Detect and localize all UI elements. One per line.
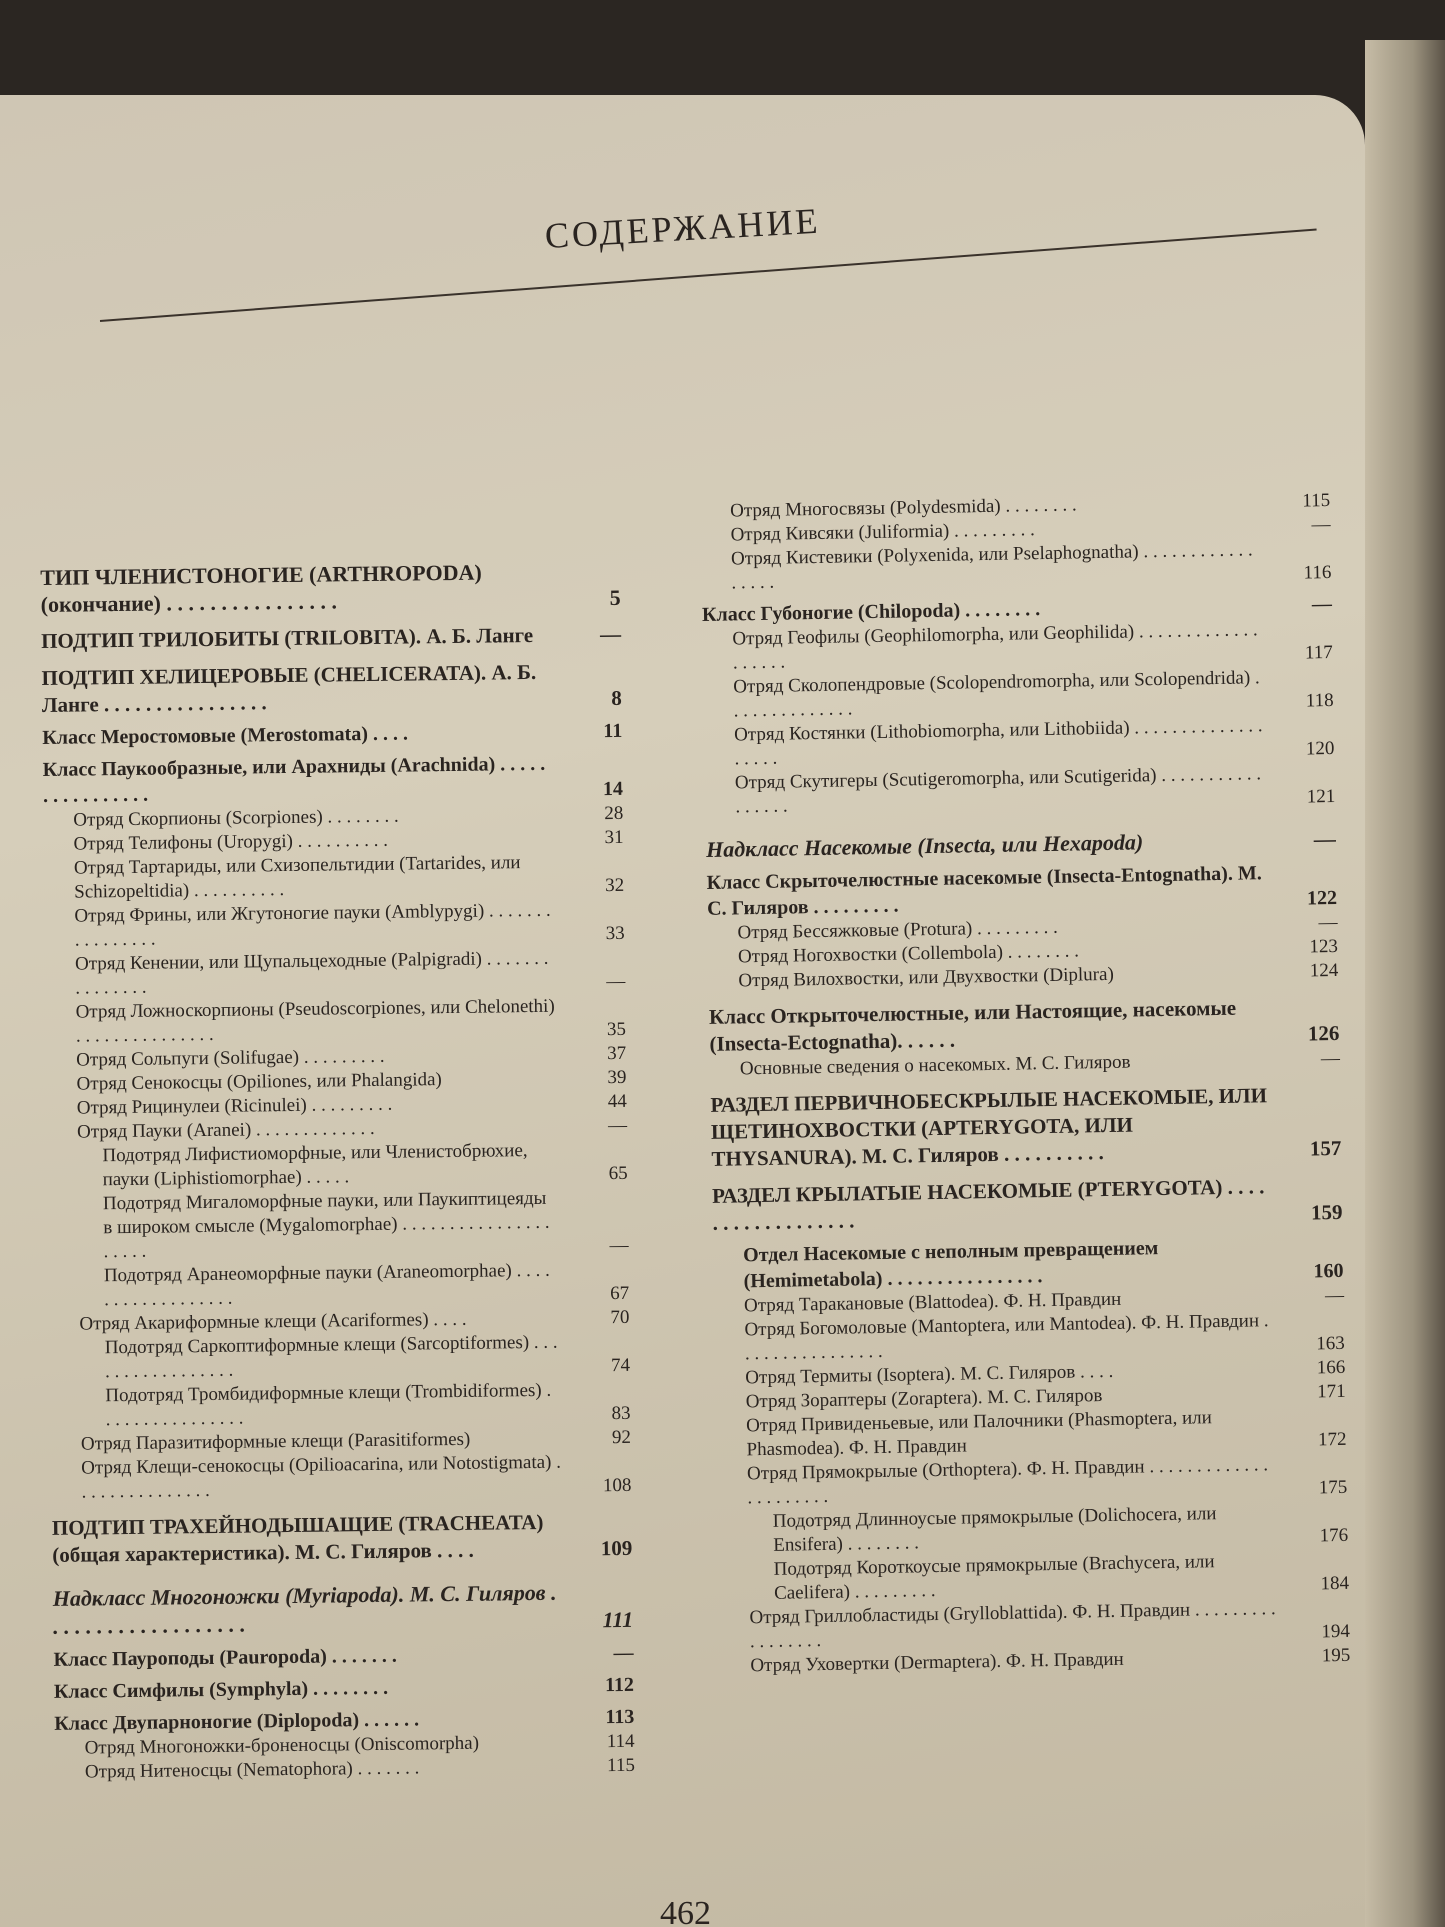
toc-entry-page: — <box>1324 1284 1345 1307</box>
toc-entry-title: ПОДТИП ХЕЛИЦЕРОВЫЕ (CHELICERATA). А. Б. Ланге . . . . . . . . . . . . . . . . <box>41 659 537 717</box>
toc-entry-title: Отряд Прямокрылые (Orthoptera). Ф. Н. Правдин . . . . . . . . . . . . . . . . . . . . . . <box>746 1454 1269 1509</box>
toc-entry-title: РАЗДЕЛ ПЕРВИЧНОБЕСКРЫЛЫЕ НАСЕКОМЫЕ, ИЛИ ЩЕТИНОХВОСТКИ (APTERYGOTA, ИЛИ THYSANURA). М. С. Гиляров . . . . . . . . . . <box>710 1083 1268 1171</box>
toc-entry-title: Класс Открыточелюстные, или Настоящие, насекомые (Insecta-Ectognatha). . . . . . <box>708 995 1237 1056</box>
toc-entry-title: Подотряд Лифистиоморфные, или Членистобрюхие, пауки (Liphistiomorphae) . . . . . <box>102 1140 528 1191</box>
toc-entry-page: — <box>606 970 626 993</box>
toc-entry-title: Отряд Богомоловые (Mantoptera, или Mantodea). Ф. Н. Правдин . . . . . . . . . . . . . . . . <box>744 1310 1269 1365</box>
toc-entry-title: Класс Двупарноногие (Diplopoda) . . . . . . <box>54 1708 420 1735</box>
toc-entry-title: Отряд Кистевики (Polyxenida, или Pselaphognatha) . . . . . . . . . . . . . . . . . <box>730 539 1253 594</box>
toc-entry-page: 157 <box>1309 1135 1342 1161</box>
toc-entry <box>42 718 622 751</box>
toc-entry-page: — <box>607 1114 628 1137</box>
toc-entry-page: 175 <box>1318 1476 1348 1499</box>
toc-entry-page: 118 <box>1305 689 1334 712</box>
toc-entry-title: Подотряд Саркоптиформные клещи (Sarcoptiformes) . . . . . . . . . . . . . . . . . <box>104 1331 558 1383</box>
toc-entry-title: РАЗДЕЛ КРЫЛАТЫЕ НАСЕКОМЫЕ (PTERYGOTA) . . . . . . . . . . . . . . . . . . <box>711 1174 1265 1235</box>
toc-entry-title: Отряд Клещи-сенокосцы (Opilioacarina, или Notostigmata) . . . . . . . . . . . . . . . <box>81 1451 562 1503</box>
page-edge <box>1365 40 1445 1927</box>
toc-entry <box>46 994 627 1049</box>
toc-left-column <box>40 543 635 1785</box>
toc-entry-title: Отряд Ложноскорпионы (Pseudoscorpiones, или Chelonethi) . . . . . . . . . . . . . . . <box>75 995 555 1047</box>
toc-entry-title: ТИП ЧЛЕНИСТОНОГИЕ (ARTHROPODA) (окончание) . . . . . . . . . . . . . . . . <box>40 559 482 617</box>
toc-entry-title: Отряд Вилохвостки, или Двухвостки (Diplura) <box>738 963 1114 992</box>
toc-entry-title: Отряд Многосвязы (Polydesmida) . . . . . . . . <box>730 494 1077 522</box>
toc-entry <box>712 1172 1343 1237</box>
toc-entry <box>53 1578 634 1641</box>
toc-entry-page: 116 <box>1303 561 1332 584</box>
toc-entry-page: 117 <box>1304 641 1333 664</box>
toc-entry <box>47 1138 628 1193</box>
toc-entry-title: Основные сведения о насекомых. М. С. Гиляров <box>739 1051 1131 1080</box>
toc-entry-title: Отряд Ногохвостки (Collembola) . . . . . . . . <box>737 940 1080 968</box>
toc-entry-title: Класс Симфилы (Symphyla) . . . . . . . . <box>53 1676 389 1703</box>
toc-entry <box>52 1508 633 1569</box>
toc-entry-page: 171 <box>1316 1380 1346 1403</box>
page-number: 462 <box>660 1895 711 1927</box>
toc-entry-page: 44 <box>607 1090 627 1113</box>
toc-entry <box>43 750 624 809</box>
toc-right-column <box>700 489 1350 1679</box>
toc-entry-title: Отряд Сенокосцы (Opiliones, или Phalangida) <box>76 1069 442 1095</box>
toc-entry <box>51 1450 632 1505</box>
toc-entry-page: 65 <box>608 1162 628 1185</box>
toc-entry-title: Отряд Кивсяки (Juliformia) . . . . . . . . . <box>730 519 1035 546</box>
toc-entry-page: 166 <box>1316 1356 1346 1379</box>
toc-entry-page: 74 <box>610 1354 631 1377</box>
toc-entry-page: 67 <box>609 1282 630 1305</box>
toc-entry <box>710 1081 1341 1173</box>
toc-entry <box>48 1186 629 1265</box>
toc-entry-title: Отдел Насекомые с неполным превращением (Hemimetabola) . . . . . . . . . . . . . . . . <box>742 1237 1159 1293</box>
toc-entry-title: Подотряд Тромбидиформные клещи (Trombidiformes) . . . . . . . . . . . . . . . . <box>105 1379 552 1431</box>
toc-entry-page: 8 <box>611 685 622 711</box>
toc-entry-page: 39 <box>607 1066 627 1089</box>
toc-entry-page: 5 <box>609 584 621 611</box>
toc-entry-title: Класс Губоногие (Chilopoda) . . . . . . . . <box>701 598 1041 626</box>
toc-entry-title: Подотряд Длинноусые прямокрылые (Dolichocera, или Ensifera) . . . . . . . . <box>772 1503 1217 1556</box>
heading-area <box>100 115 1320 335</box>
toc-entry-page: — <box>1318 911 1338 934</box>
toc-entry-title: Отряд Термиты (Isoptera). М. С. Гиляров . . . . <box>745 1360 1114 1389</box>
toc-entry-page: 70 <box>610 1306 630 1329</box>
toc-entry-page: — <box>1313 825 1337 852</box>
toc-entry-title: Отряд Уховертки (Dermaptera). Ф. Н. Правдин <box>750 1648 1124 1677</box>
toc-entry-page: 108 <box>602 1474 632 1497</box>
toc-entry-page: 37 <box>607 1042 627 1065</box>
toc-entry-page: — <box>599 621 622 647</box>
toc-entry-page: 195 <box>1321 1644 1351 1667</box>
toc-entry-page: 123 <box>1309 935 1339 958</box>
toc-entry-page: 114 <box>606 1730 635 1753</box>
book-page <box>0 95 1365 1927</box>
toc-entry-title: Отряд Паразитиформные клещи (Parasitiformes) <box>80 1428 471 1455</box>
toc-entry <box>40 557 621 618</box>
toc-entry <box>701 537 1332 596</box>
toc-entry-title: Отряд Нитеносцы (Nematophora) . . . . . . . <box>84 1757 420 1783</box>
toc-entry-title: Отряд Привиденьевые, или Палочники (Phasmoptera, или Phasmodea). Ф. Н. Правдин <box>745 1407 1212 1461</box>
toc-entry-title: Отряд Костянки (Lithobiomorpha, или Lithobiida) . . . . . . . . . . . . . . . . . . . <box>733 715 1263 770</box>
toc-entry <box>44 850 625 905</box>
toc-entry-page: — <box>613 1641 634 1665</box>
toc-entry-page: 33 <box>605 922 625 945</box>
toc-entry-title: Надкласс Насекомые (Insecta, или Hexapoda) <box>705 829 1144 862</box>
toc-entry-page: 14 <box>602 777 624 801</box>
toc-entry-page: 120 <box>1305 737 1335 760</box>
toc-entry-page: — <box>1311 592 1333 616</box>
toc-entry-page: 113 <box>605 1705 635 1729</box>
toc-entry-title: Отряд Сколопендровые (Scolopendromorpha, или Scolopendrida) . . . . . . . . . . . . . . <box>733 667 1260 722</box>
toc-entry-page: — <box>1320 1047 1341 1070</box>
toc-entry <box>50 1378 631 1433</box>
toc-entry-page: 112 <box>604 1673 635 1697</box>
toc-entry-title: Отряд Скутигеры (Scutigeromorpha, или Scutigerida) . . . . . . . . . . . . . . . . . <box>734 763 1262 818</box>
toc-entry-title: Отряд Телифоны (Uropygi) . . . . . . . . . . <box>73 829 389 855</box>
toc-entry-title: Отряд Геофилы (Geophilomorpha, или Geophilida) . . . . . . . . . . . . . . . . . . . <box>732 619 1258 674</box>
toc-entry-title: Отряд Скорпионы (Scorpiones) . . . . . . . . <box>73 805 399 831</box>
toc-entry-page: 115 <box>606 1754 636 1777</box>
toc-entry-title: Подотряд Короткоусые прямокрылые (Brachycera, или Caelifera) . . . . . . . . . <box>773 1551 1215 1604</box>
toc-entry-page: 31 <box>604 826 624 849</box>
toc-entry-title: Подотряд Аранеоморфные пауки (Araneomorphae) . . . . . . . . . . . . . . . . . . <box>103 1259 550 1311</box>
toc-entry-title: Отряд Пауки (Aranei) . . . . . . . . . . . . . <box>76 1117 375 1143</box>
toc-entry-title: Отряд Фрины, или Жгутоногие пауки (Amblypygi) . . . . . . . . . . . . . . . . <box>74 899 551 951</box>
toc-entry-page: 121 <box>1306 785 1336 808</box>
toc-entry <box>706 825 1336 864</box>
toc-entry-page: 28 <box>604 802 624 825</box>
toc-entry-page: 92 <box>611 1426 632 1449</box>
toc-entry-page: 159 <box>1310 1199 1343 1225</box>
toc-entry-page: 160 <box>1313 1259 1344 1283</box>
toc-entry-page: 184 <box>1320 1572 1350 1595</box>
toc-entry-title: Отряд Тартариды, или Схизопельтидии (Tartarides, или Schizopeltidia) . . . . . . . . . . <box>73 852 521 903</box>
toc-entry-title: Класс Меростомовые (Merostomata) . . . . <box>42 722 409 749</box>
toc-entry-title: Подотряд Мигаломорфные пауки, или Паукиптицеяды в широком смысле (Mygalomorphae) . . . . . . . . . . . . . . . . . . . . . <box>102 1187 550 1263</box>
toc-entry-page: 115 <box>1302 490 1331 512</box>
toc-entry <box>53 1640 633 1673</box>
toc-entry-title: ПОДТИП ТРИЛОБИТЫ (TRILOBITA). А. Б. Ланге <box>40 622 534 653</box>
page-title: СОДЕРЖАНИЕ <box>543 200 822 256</box>
toc-entry-title: Класс Скрыточелюстные насекомые (Insecta-Entognatha). М. С. Гиляров . . . . . . . . . <box>706 862 1262 920</box>
toc-entry-title: ПОДТИП ТРАХЕЙНОДЫШАЩИЕ (TRACHEATA) (общая характеристика). М. С. Гиляров . . . . <box>51 1509 544 1567</box>
toc-entry-page: 111 <box>602 1606 634 1633</box>
toc-entry-title: Отряд Зораптеры (Zoraptera). М. С. Гиляров <box>745 1385 1103 1413</box>
toc-entry-title: Отряд Кенении, или Щупальцеходные (Palpigradi) . . . . . . . . . . . . . . . <box>74 947 549 999</box>
toc-entry-title: Надкласс Многоножки (Myriapoda). М. С. Гиляров . . . . . . . . . . . . . . . . . . . <box>52 1579 557 1639</box>
toc-entry <box>45 946 626 1001</box>
toc-entry-page: 32 <box>605 874 625 897</box>
toc-entry-title: Отряд Сольпуги (Solifugae) . . . . . . . . . <box>76 1045 385 1071</box>
toc-entry-page: 172 <box>1317 1428 1347 1451</box>
toc-entry-title: Отряд Рицинулеи (Ricinulei) . . . . . . . . . <box>76 1093 393 1119</box>
toc-entry-page: 109 <box>600 1535 633 1561</box>
toc-entry-page: — <box>609 1234 629 1257</box>
toc-entry-title: Отряд Акариформные клещи (Acariformes) . . . . <box>79 1308 467 1335</box>
toc-entry <box>54 1672 634 1705</box>
toc-entry <box>41 621 621 655</box>
toc-entry-page: 83 <box>611 1402 631 1425</box>
toc-entry <box>44 898 625 953</box>
toc-entry-page: 124 <box>1309 959 1339 982</box>
toc-entry-title: Отряд Многоножки-броненосцы (Oniscomorpha) <box>84 1732 480 1759</box>
toc-entry-page: 126 <box>1307 1020 1340 1046</box>
toc-entry-title: Отряд Таракановые (Blattodea). Ф. Н. Правдин <box>743 1288 1122 1317</box>
toc-entry <box>41 658 622 719</box>
toc-entry <box>49 1258 630 1313</box>
toc-entry <box>705 761 1336 820</box>
toc-entry-title: Класс Пауроподы (Pauropoda) . . . . . . . <box>53 1644 397 1671</box>
toc-entry-title: Класс Паукообразные, или Арахниды (Arachnida) . . . . . . . . . . . . . . . . <box>42 752 546 807</box>
toc-entry <box>50 1330 631 1385</box>
toc-entry-page: 11 <box>603 719 623 743</box>
toc-entry-page: 35 <box>606 1018 627 1041</box>
toc-entry-title: Отряд Гриллобластиды (Grylloblattida). Ф. Н. Правдин . . . . . . . . . . . . . . . . . <box>749 1598 1276 1653</box>
toc-entry-page: 122 <box>1306 886 1338 910</box>
toc-entry-page: 194 <box>1321 1620 1351 1643</box>
toc-entry-page: 176 <box>1319 1524 1349 1547</box>
toc-entry-title: Отряд Бессяжковые (Protura) . . . . . . . . . <box>737 916 1058 944</box>
toc-entry-page: 163 <box>1316 1332 1346 1355</box>
toc-entry-page: — <box>1311 514 1331 536</box>
